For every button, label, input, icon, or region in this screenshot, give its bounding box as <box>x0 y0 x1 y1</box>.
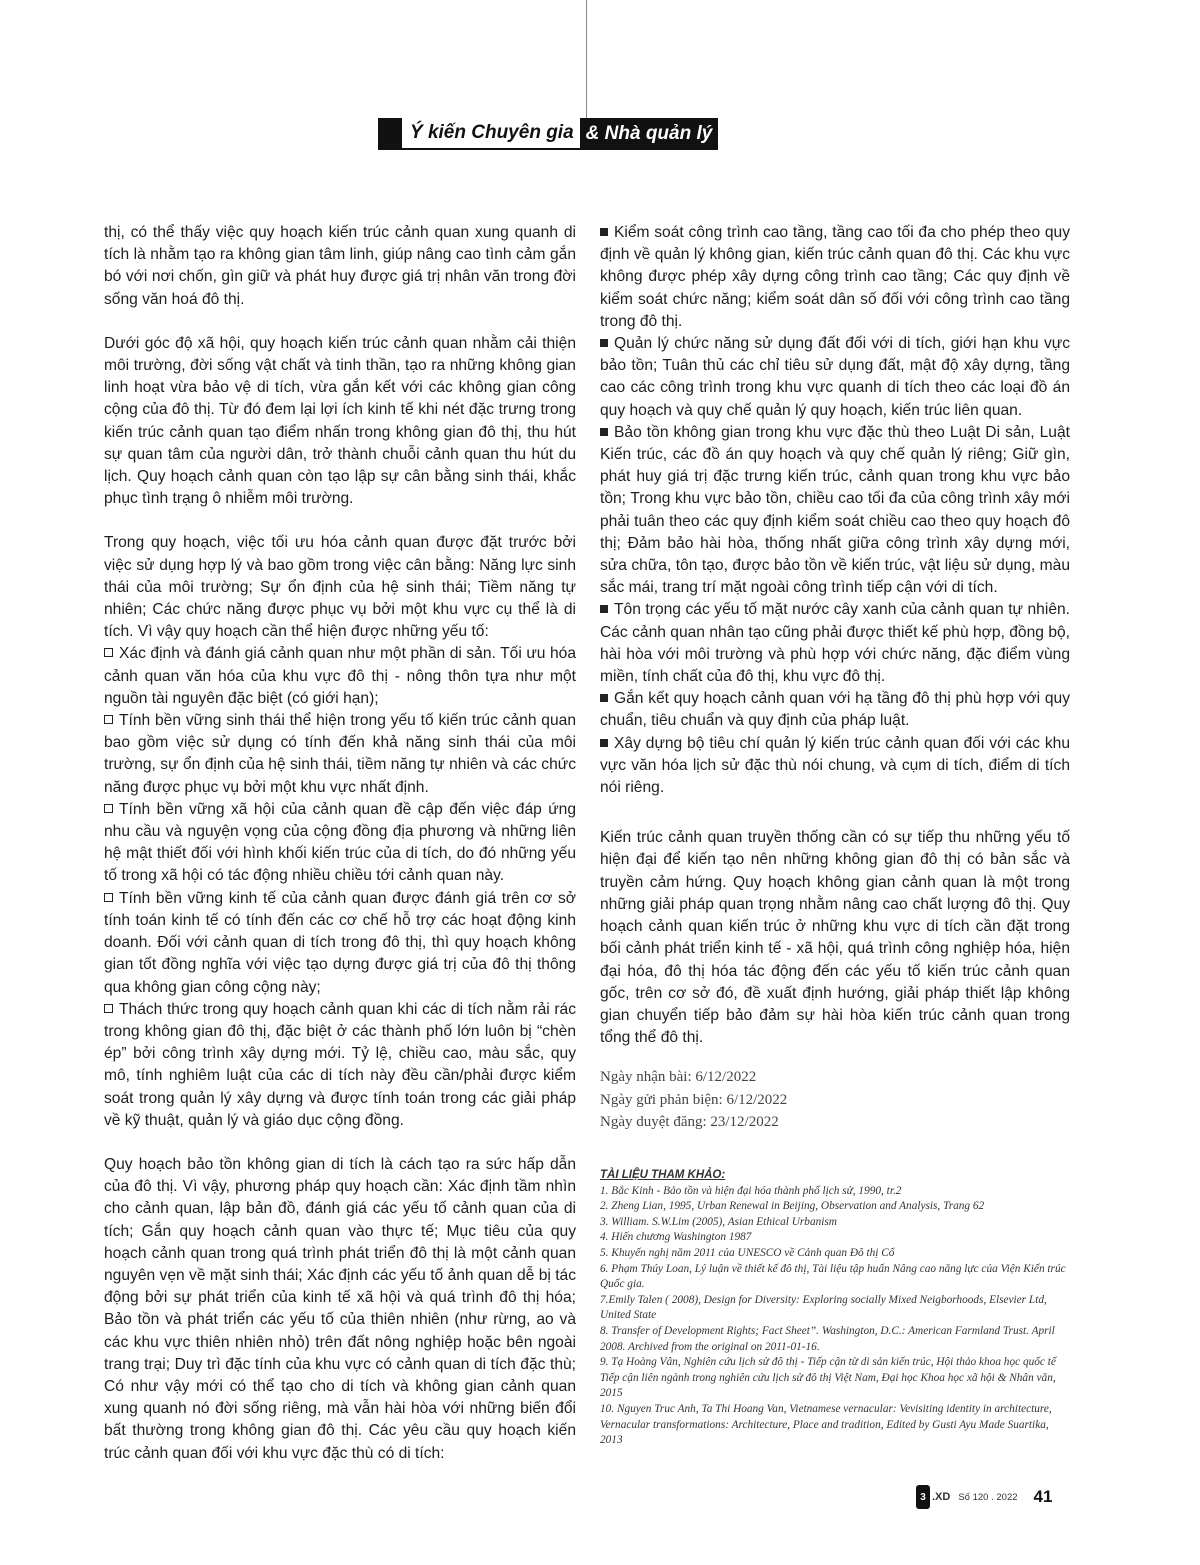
reference-item: 10. Nguyen Truc Anh, Ta Thi Hoang Van, Vietnamese vernacular: Vevisiting identity in architecture, Vernacular transformations: Architecture, Place and tradition, Edited by Gusti Ayu Made Suartika, 2013 <box>600 1402 1052 1447</box>
bullet-item: Xác định và đánh giá cảnh quan như một phần di sản. Tối ưu hóa cảnh quan văn hóa của khu vực đô thị - nông thôn tựa như một nguồn tài nguyên đặc biệt (có giới hạn); <box>104 645 576 707</box>
paragraph: thị, có thể thấy việc quy hoạch kiến trúc cảnh quan xung quanh di tích là nhằm tạo ra không gian tâm linh, giúp nâng cao tình cảm gắn bó với nơi chốn, gìn giữ và phát huy được giá trị nhân văn trong đời sống văn hoá đô thị. <box>104 224 576 308</box>
paragraph: Dưới góc độ xã hội, quy hoạch kiến trúc cảnh quan nhằm cải thiện môi trường, đời sống vật chất và tinh thần, tạo ra những không gian linh hoạt vừa bảo vệ di tích, vừa gắn kết với các không gian công cộng của đô thị. Từ đó đem lại lợi ích kinh tế khi nét đặc trưng trong kiến trúc cảnh quan tạo điểm nhấn trong không gian đô thị, thu hút sự quan tâm của người dân, trở thành chuỗi cảnh quan thu hút du lịch. Quy hoạch cảnh quan còn tạo lập sự cân bằng sinh thái, khắc phục tình trạng ô nhiễm môi trường. <box>104 334 576 508</box>
bullet-item: Quản lý chức năng sử dụng đất đối với di tích, giới hạn khu vực bảo tồn; Tuân thủ các chỉ tiêu sử dụng đất, mật độ xây dựng, tầng cao các công trình trong khu vực quanh di tích theo các loại đồ án quy hoạch và quy chế quản lý quy hoạch, kiến trúc liên quan. <box>600 335 1070 419</box>
left-column <box>104 222 576 1465</box>
bullet-item: Tính bền vững xã hội của cảnh quan đề cập đến việc đáp ứng nhu cầu và nguyện vọng của cộng đồng địa phương và những liên hệ mật thiết đối với hình khối kiến trúc của di tích, do đó những yếu tố trong xã hội có tác động nhiều chiều tới cảnh quan này. <box>104 800 576 885</box>
issue-number: Số 120 . 2022 <box>958 1491 1018 1503</box>
reference-item: 5. Khuyến nghị năm 2011 của UNESCO về Cảnh quan Đô thị Cổ <box>600 1246 895 1259</box>
magazine-logo: 3 <box>916 1485 930 1509</box>
bullet-item: Gắn kết quy hoạch cảnh quan với hạ tầng đô thị phù hợp với quy chuẩn, tiêu chuẩn và quy định của pháp luật. <box>600 690 1070 730</box>
reference-item: 7.Emily Talen ( 2008), Design for Diversity: Exploring socially Mixed Neigborhoods, Elsevier Ltd, United State <box>600 1293 1047 1322</box>
reference-item: 3. William. S.W.Lim (2005), Asian Ethical Urbanism <box>600 1215 837 1228</box>
bullet-square-icon <box>104 804 113 813</box>
section-header <box>378 118 718 150</box>
bullet-square-icon <box>600 694 608 702</box>
bullet-square-icon <box>600 739 608 747</box>
article-dates <box>600 1066 787 1134</box>
bullet-square-icon <box>600 339 608 347</box>
header-bar <box>378 118 402 150</box>
date-received: Ngày nhận bài: 6/12/2022 <box>600 1069 757 1085</box>
reference-item: 4. Hiến chương Washington 1987 <box>600 1231 752 1244</box>
bullet-item: Bảo tồn không gian trong khu vực đặc thù theo Luật Di sản, Luật Kiến trúc, các đồ án quy hoạch và quy chế quản lý riêng; Giữ gìn, phát huy giá trị đặc trưng kiến trúc, cảnh quan trong khu vực bảo tồn; Trong khu vực bảo tồn, chiều cao tối đa của công trình xây mới phải tuân theo các quy định kiểm soát chiều cao theo quy hoạch đô thị; Đảm bảo hài hòa, thống nhất giữa công trình xây dựng mới, sửa chữa, tôn tạo, được bảo tồn về kiến trúc, vật liệu sử dụng, màu sắc mái, trang trí mặt ngoài công trình tiếp cận với di tích. <box>600 423 1070 597</box>
paragraph: Quy hoạch bảo tồn không gian di tích là cách tạo ra sức hấp dẫn của đô thị. Vì vậy, phương pháp quy hoạch cần: Xác định tầm nhìn cho cảnh quan, lập bản đồ, đánh giá các yếu tố cảnh quan của di tích; Gắn quy hoạch cảnh quan vào thực tế; Mục tiêu của quy hoạch cảnh quan trong quá trình phát triển đô thị là một cảnh quan nguyên vẹn về mặt sinh thái; Xác định các yếu tố ảnh quan dễ bị tác động bởi sự phát triển của kinh tế xã hội và quá trình đô thị hóa; Bảo tồn và phát triển các yếu tố của thiên nhiên (như rừng, ao và các khu vực thiên nhiên nhỏ) trên đất nông nghiệp hoặc bên ngoài trang trại; Duy trì đặc tính của khu vực có cảnh quan di tích đặc thù; Có như vậy mới có thể tạo cho di tích và không gian cảnh quan xung quanh nó đời sống riêng, mà vẫn hài hòa với những biến đổi bất thường trong không gian đô thị. Các yêu cầu quy hoạch kiến trúc cảnh quan đối với khu vực đặc thù có di tích: <box>104 1155 576 1462</box>
bullet-square-icon <box>104 715 113 724</box>
reference-item: 1. Bắc Kinh - Bảo tồn và hiện đại hóa thành phố lịch sử, 1990, tr.2 <box>600 1184 902 1197</box>
bullet-square-icon <box>600 428 608 436</box>
bullet-item: Tính bền vững kinh tế của cảnh quan được đánh giá trên cơ sở tính toán kinh tế có tính đến các cơ chế hỗ trợ các hoạt động kinh doanh. Đối với cảnh quan di tích trong đô thị, thì quy hoạch không gian tốt đồng nghĩa với việc tạo dựng được giá trị của đô thị thông qua không gian công cộng này; <box>104 889 576 996</box>
bullet-item: Xây dựng bộ tiêu chí quản lý kiến trúc cảnh quan đối với các khu vực văn hóa lịch sử đặc thù nói chung, và cụm di tích, điểm di tích nói riêng. <box>600 734 1070 797</box>
reference-item: 8. Transfer of Development Rights; Fact Sheet”. Washington, D.C.: American Farmland Trust. April 2008. Archived from the original on 2011-01-16. <box>600 1324 1055 1353</box>
references <box>600 1168 1070 1449</box>
reference-item: 9. Tạ Hoàng Vân, Nghiên cứu lịch sử đô thị - Tiếp cận từ di sản kiến trúc, Hội thảo khoa học quốc tế Tiếp cận liên ngành trong nghiên cứu lịch sử đô thị Việt Nam, Đại học Khoa học xã hội & Nhân văn, 2015 <box>600 1356 1056 1400</box>
reference-item: 6. Phạm Thúy Loan, Lý luận về thiết kế đô thị, Tài liệu tập huấn Nâng cao năng lực của Viện Kiến trúc Quốc gia. <box>600 1262 1066 1291</box>
header-highlight: & Nhà quản lý <box>580 118 719 150</box>
bullet-square-icon <box>104 648 113 657</box>
bullet-item: Tôn trọng các yếu tố mặt nước cây xanh của cảnh quan tự nhiên. Các cảnh quan nhân tạo cũng phải được thiết kế phù hợp, đồng bộ, hài hòa với môi trường và phù hợp với chức năng, đặc điểm vùng miền, tính chất của đô thị, khu vực đô thị. <box>600 601 1070 686</box>
right-column <box>600 222 1070 1049</box>
bullet-square-icon <box>600 228 608 236</box>
date-reviewed: Ngày gửi phản biện: 6/12/2022 <box>600 1091 788 1108</box>
paragraph: Trong quy hoạch, việc tối ưu hóa cảnh quan được đặt trước bởi việc sử dụng hợp lý và bao gồm trong việc cân bằng: Năng lực sinh thái của môi trường; Sự ổn định của hệ sinh thái; Tiềm năng tự nhiên; Các chức năng được phục vụ bởi một khu vực cụ thể là di tích. Vì vậy quy hoạch cần thể hiện được những yếu tố: <box>104 534 576 641</box>
header-title: Ý kiến Chuyên gia <box>402 118 580 150</box>
bullet-square-icon <box>104 893 113 902</box>
date-approved: Ngày duyệt đăng: 23/12/2022 <box>600 1114 779 1130</box>
page-number: 41 <box>1033 1487 1053 1506</box>
bullet-square-icon <box>600 605 608 613</box>
references-title: TÀI LIỆU THAM KHẢO: <box>600 1169 726 1181</box>
bullet-item: Tính bền vững sinh thái thể hiện trong yếu tố kiến trúc cảnh quan bao gồm việc sử dụng có tính đến khả năng sinh thái của môi trường, sự ổn định của hệ sinh thái, tiềm năng tự nhiên và các chức năng được phục vụ bởi một khu vực nhất định. <box>104 712 576 796</box>
bullet-item: Kiểm soát công trình cao tầng, tầng cao tối đa cho phép theo quy định về quản lý không gian, kiến trúc cảnh quan đô thị. Các khu vực không được phép xây dựng công trình cao tầng; Các quy định về kiểm soát chức năng; kiểm soát dân số đối với công trình cao tầng trong đô thị. <box>600 224 1070 330</box>
bullet-item: Thách thức trong quy hoạch cảnh quan khi các di tích nằm rải rác trong không gian đô thị, đặc biệt ở các thành phố lớn luôn bị “chèn ép” bởi công trình xây dựng mới. Tỷ lệ, chiều cao, màu sắc, quy mô, tính nghiêm luật của các di tích này đều cần/phải được kiểm soát trong quản lý xây dựng và được tính toán trong các giải pháp về kỹ thuật, quản lý và giáo dục cộng đồng. <box>104 1000 576 1129</box>
page-footer <box>916 1485 1052 1509</box>
conclusion-paragraph: Kiến trúc cảnh quan truyền thống cần có sự tiếp thu những yếu tố hiện đại để kiến tạo nên những không gian đô thị có bản sắc và truyền cảm hứng. Quy hoạch không gian cảnh quan là một trong những giải pháp quan trọng nhằm nâng cao chất lượng đô thị. Quy hoạch cảnh quan kiến trúc ở những khu vực di tích cần đặt trong bối cảnh phát triển kinh tế - xã hội, quá trình công nghiệp hóa, hiện đại hóa, đô thị hóa tác động đến các yếu tố kiến trúc cảnh quan gốc, trên cơ sở đó, đề xuất định hướng, giải pháp thiết lập không gian chuyển tiếp bảo đảm sự hài hòa kiến trúc cảnh quan trong tổng thể đô thị. <box>600 829 1070 1047</box>
magazine-name: .XD <box>932 1491 951 1503</box>
bullet-square-icon <box>104 1004 113 1013</box>
reference-item: 2. Zheng Lian, 1995, Urban Renewal in Beijing, Observation and Analysis, Trang 62 <box>600 1200 985 1213</box>
